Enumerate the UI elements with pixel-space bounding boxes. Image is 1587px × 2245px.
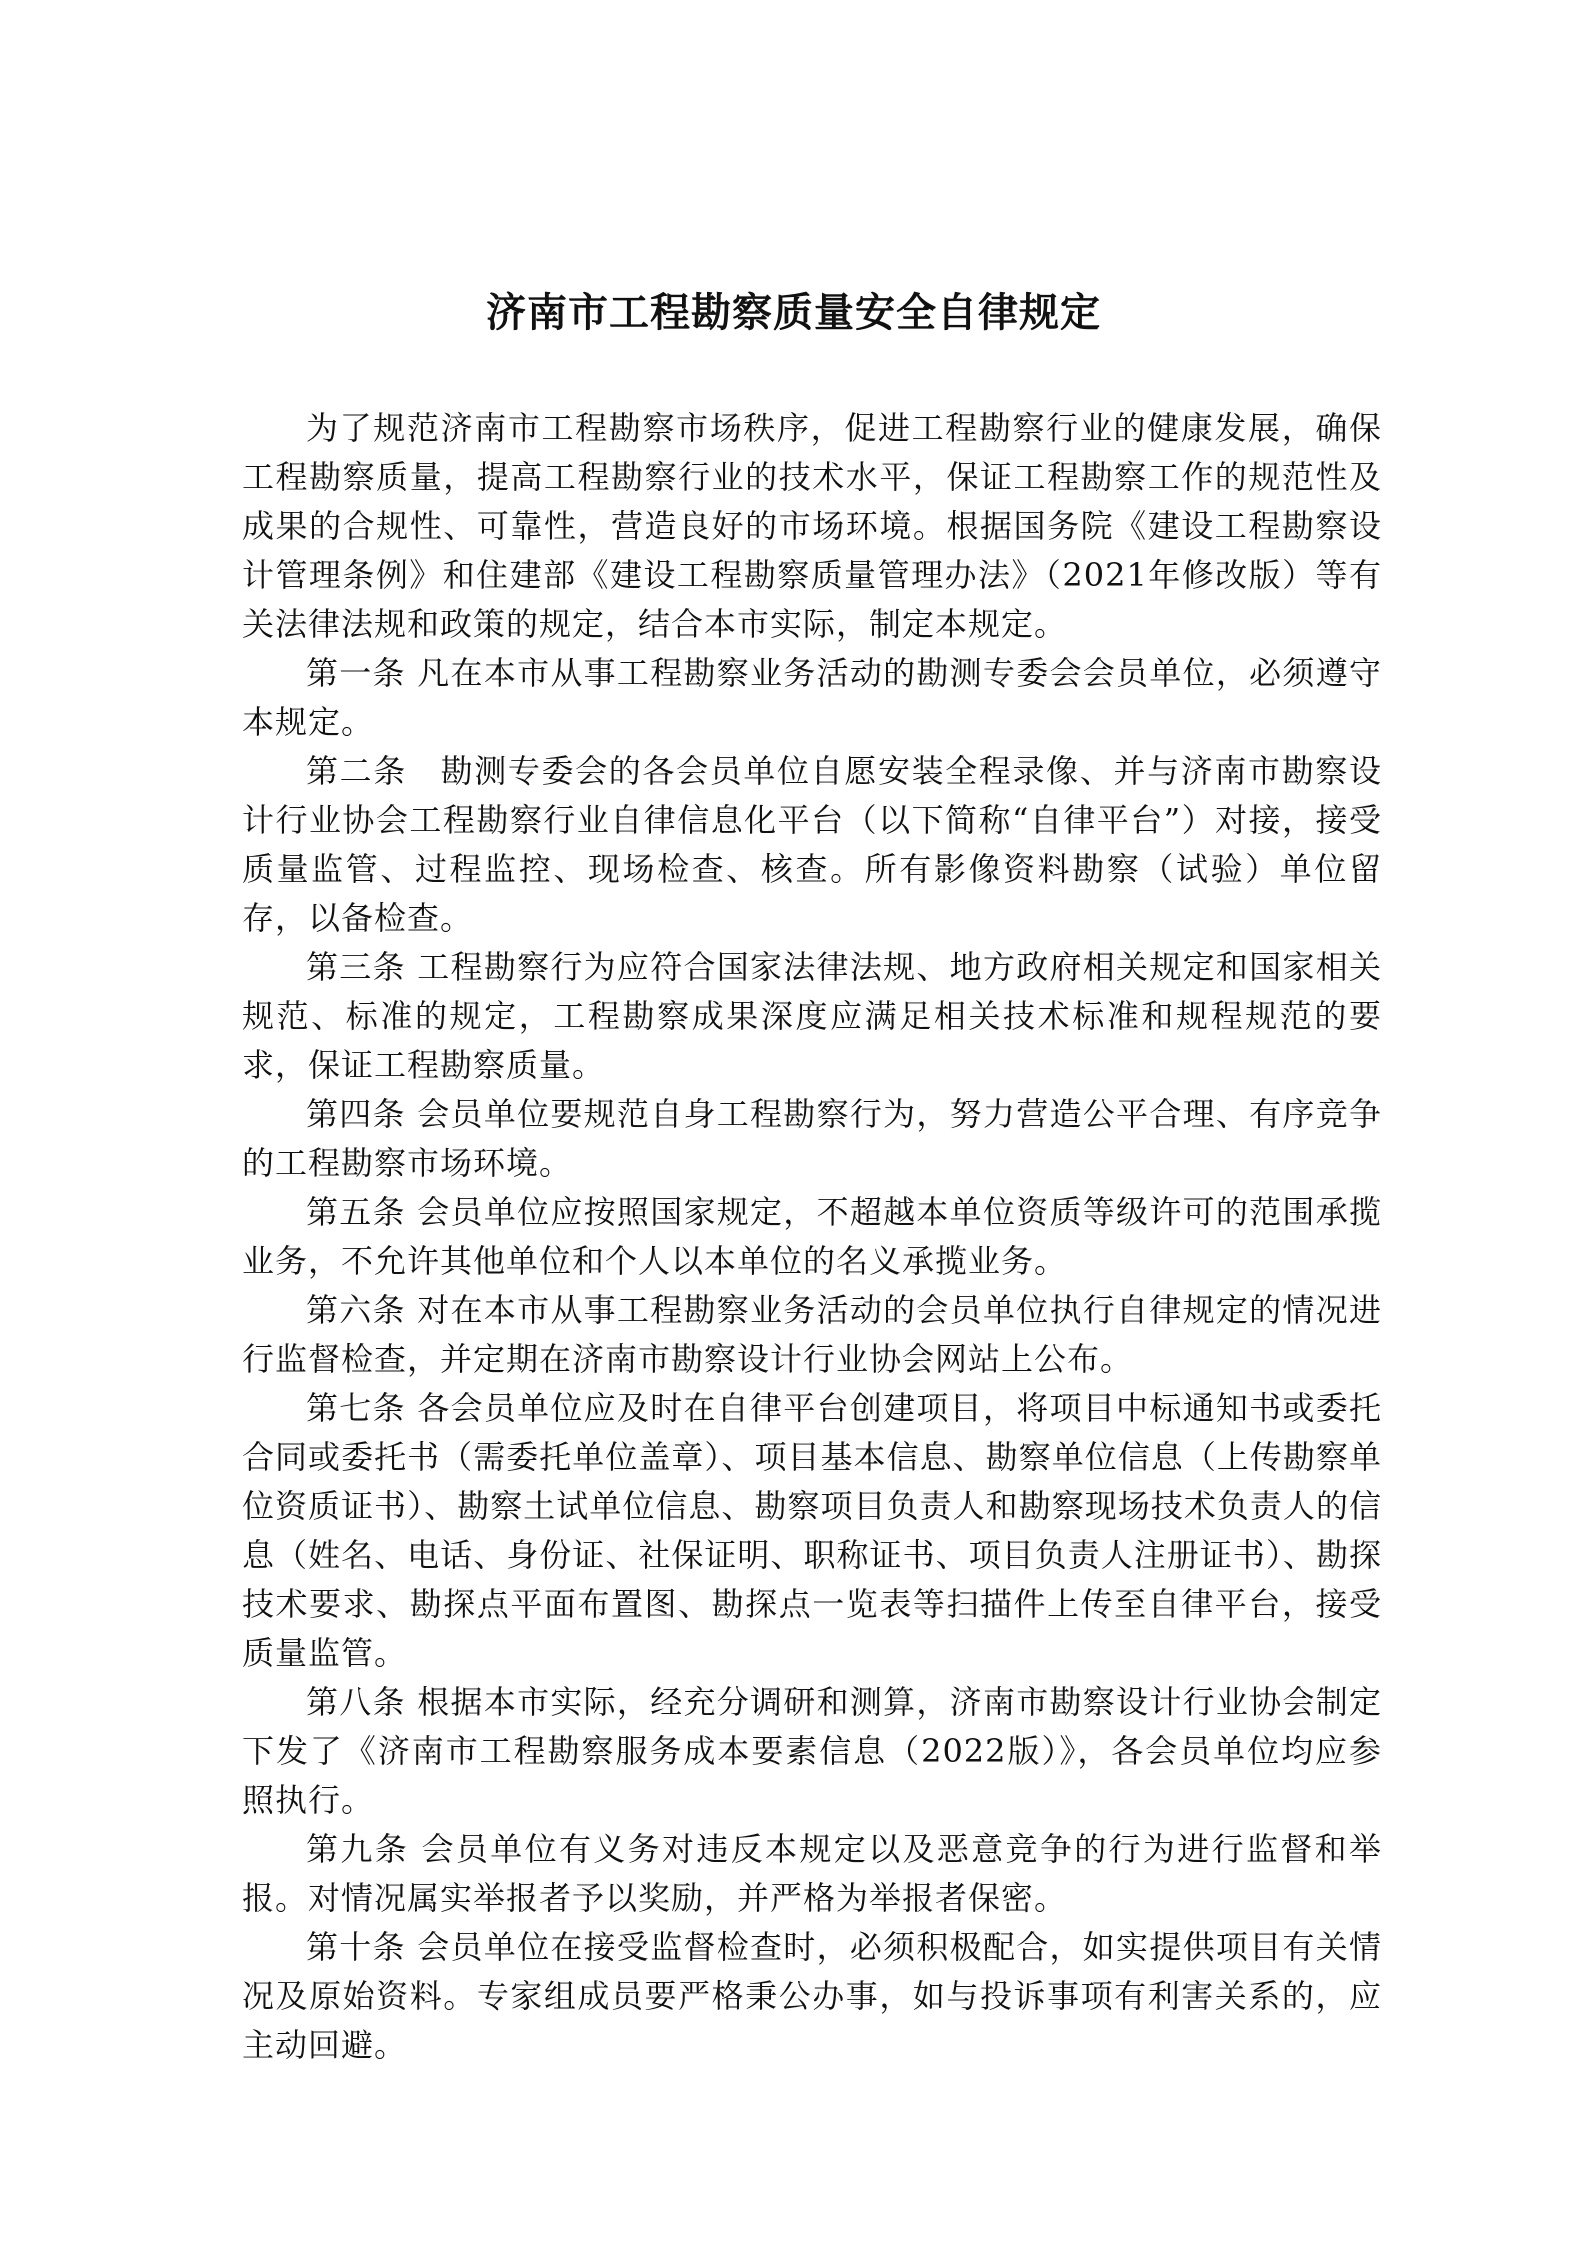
article-3: 第三条 工程勘察行为应符合国家法律法规、地方政府相关规定和国家相关规范、标准的规定，工程勘察成果深度应满足相关技术标准和规程规范的要求，保证工程勘察质量。 [242, 948, 1382, 1084]
document-body [242, 404, 1382, 2070]
article-8: 第八条 根据本市实际，经充分调研和测算，济南市勘察设计行业协会制定下发了《济南市工程勘察服务成本要素信息（2022版）》，各会员单位均应参照执行。 [242, 1683, 1382, 1819]
article-7: 第七条 各会员单位应及时在自律平台创建项目，将项目中标通知书或委托合同或委托书（需委托单位盖章）、项目基本信息、勘察单位信息（上传勘察单位资质证书）、勘察土试单位信息、勘察项目负责人和勘察现场技术负责人的信息（姓名、电话、身份证、社保证明、职称证书、项目负责人注册证书）、勘探技术要求、勘探点平面布置图、勘探点一览表等扫描件上传至自律平台，接受质量监管。 [242, 1389, 1382, 1672]
document-title: 济南市工程勘察质量安全自律规定 [486, 288, 1101, 336]
article-6: 第六条 对在本市从事工程勘察业务活动的会员单位执行自律规定的情况进行监督检查，并定期在济南市勘察设计行业协会网站上公布。 [242, 1291, 1382, 1378]
article-9: 第九条 会员单位有义务对违反本规定以及恶意竞争的行为进行监督和举报。对情况属实举报者予以奖励，并严格为举报者保密。 [242, 1830, 1382, 1917]
article-4: 第四条 会员单位要规范自身工程勘察行为，努力营造公平合理、有序竞争的工程勘察市场环境。 [242, 1095, 1382, 1182]
article-2: 第二条 勘测专委会的各会员单位自愿安装全程录像、并与济南市勘察设计行业协会工程勘察行业自律信息化平台（以下简称“自律平台”）对接，接受质量监管、过程监控、现场检查、核查。所有影像资料勘察（试验）单位留存，以备检查。 [242, 752, 1382, 937]
article-5: 第五条 会员单位应按照国家规定，不超越本单位资质等级许可的范围承揽业务，不允许其他单位和个人以本单位的名义承揽业务。 [242, 1193, 1382, 1280]
article-10: 第十条 会员单位在接受监督检查时，必须积极配合，如实提供项目有关情况及原始资料。专家组成员要严格秉公办事，如与投诉事项有利害关系的，应主动回避。 [242, 1928, 1382, 2064]
preamble-paragraph: 为了规范济南市工程勘察市场秩序，促进工程勘察行业的健康发展，确保工程勘察质量，提高工程勘察行业的技术水平，保证工程勘察工作的规范性及成果的合规性、可靠性，营造良好的市场环境。根据国务院《建设工程勘察设计管理条例》和住建部《建设工程勘察质量管理办法》（2021年修改版）等有关法律法规和政策的规定，结合本市实际，制定本规定。 [242, 409, 1382, 643]
article-1: 第一条 凡在本市从事工程勘察业务活动的勘测专委会会员单位，必须遵守本规定。 [242, 654, 1382, 741]
